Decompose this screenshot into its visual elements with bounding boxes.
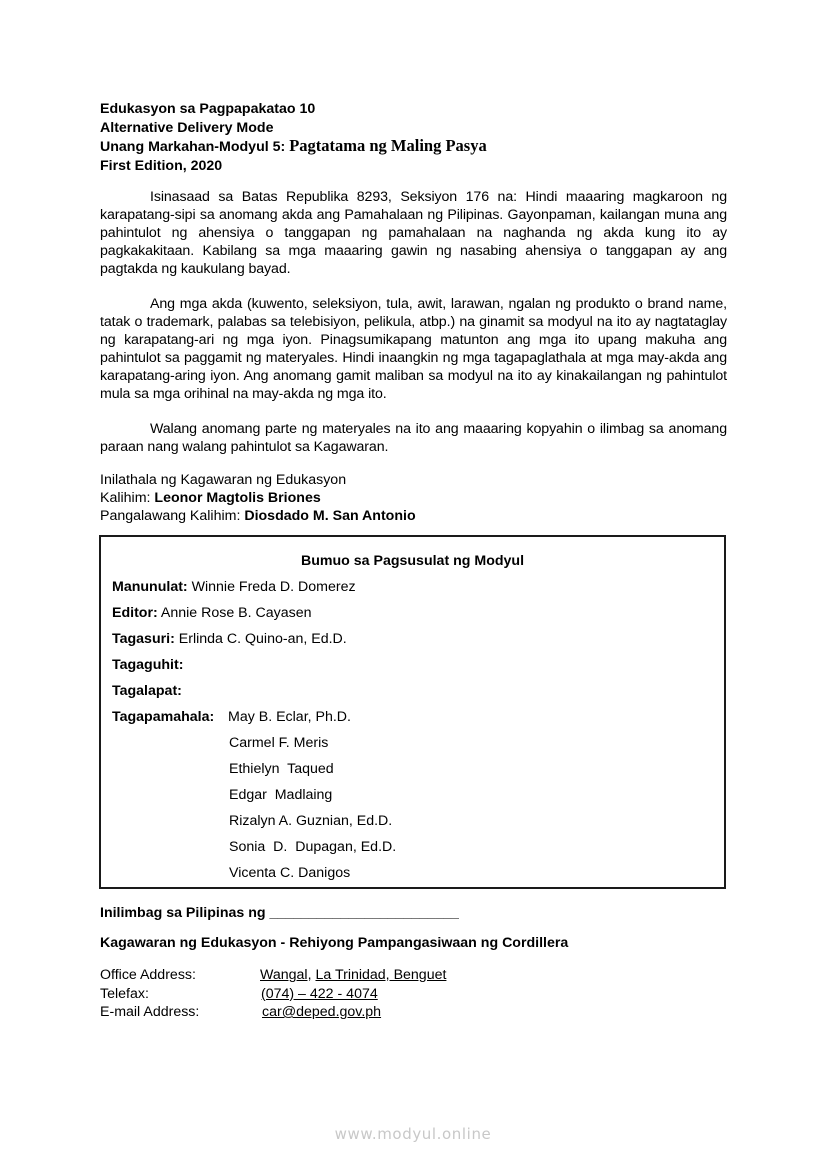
printed-in-line: Inilimbag sa Pilipinas ng ________________________	[100, 905, 459, 921]
manager-name: Vicenta C. Danigos	[229, 865, 351, 881]
publisher-line: Inilathala ng Kagawaran ng Edukasyon	[100, 472, 347, 488]
editor-label: Editor:	[112, 605, 158, 621]
contact-info	[100, 966, 446, 1022]
office-address-part2: La Trinidad, Benguet	[315, 967, 447, 983]
undersecretary-name: Diosdado M. San Antonio	[244, 508, 416, 525]
module-line	[100, 137, 487, 157]
email-row	[100, 1003, 446, 1022]
reviewer-name: Erlinda C. Quino-an, Ed.D.	[174, 631, 347, 647]
edition: First Edition, 2020	[100, 157, 223, 174]
illustrator-label: Tagaguhit:	[112, 657, 184, 673]
office-address-label: Office Address:	[100, 967, 196, 983]
delivery-mode: Alternative Delivery Mode	[100, 119, 274, 136]
office-address-row	[100, 966, 446, 985]
credits-title: Bumuo sa Pagsusulat ng Modyul	[300, 553, 525, 569]
telefax-value: (074) – 422 - 4074	[261, 985, 378, 1002]
office-address-part1: Wangal,	[260, 967, 312, 983]
writer-label: Manunulat:	[112, 579, 188, 595]
region-office: Kagawaran ng Edukasyon - Rehiyong Pampangasiwaan ng Cordillera	[100, 935, 569, 951]
email-link[interactable]: car@deped.gov.ph	[262, 1004, 382, 1020]
module-prefix: Unang Markahan-Modyul 5:	[100, 139, 290, 155]
secretary-name: Leonor Magtolis Briones	[154, 490, 321, 507]
layout-row	[112, 683, 182, 699]
secretary-line	[100, 489, 416, 507]
document-header	[100, 100, 487, 175]
undersecretary-line	[100, 507, 416, 525]
layout-label: Tagalapat:	[112, 683, 182, 699]
borrowed-materials-paragraph: Ang mga akda (kuwento, seleksiyon, tula, awit, larawan, ngalan ng produkto o brand name, tatak o trademark, palabas sa telebisiyon, pelikula, atbp.) na ginamit sa modyul na ito ay nagtataglay ng karapatang-ari ng mga iyon. Pinagsumikapang matunton ang mga ito upang makuha ang pahintulot sa paggamit ng materyales. Hindi inaangkin ng mga tagapaglathala at mga may-akda ang karapatang-aring iyon. Ang anomang gamit maliban sa modyul na ito ay kinakailangan ng pahintulot mula sa mga orihinal na may-akda ng mga ito.	[100, 296, 727, 403]
telefax-label: Telefax:	[100, 985, 149, 1002]
manager-name: May B. Eclar, Ph.D.	[228, 709, 351, 725]
manager-name: Sonia D. Dupagan, Ed.D.	[229, 839, 397, 855]
editor-row	[112, 605, 312, 621]
reviewer-row	[112, 631, 347, 647]
undersecretary-label: Pangalawang Kalihim:	[100, 508, 245, 525]
manager-name: Edgar Madlaing	[229, 787, 333, 803]
manager-name: Carmel F. Meris	[229, 735, 329, 751]
writer-row	[112, 579, 356, 595]
email-label: E-mail Address:	[100, 1004, 200, 1020]
telefax-row	[100, 985, 446, 1004]
editor-name: Annie Rose B. Cayasen	[157, 605, 312, 621]
managers-row	[112, 709, 214, 725]
copyright-paragraph: Isinasaad sa Batas Republika 8293, Seksiyon 176 na: Hindi maaaring magkaroon ng karapatang-sipi sa anomang akda ang Pamahalaan ng Pilipinas. Gayonpaman, kailangan muna ang pahintulot ng ahensiya o tanggapan ng pamahalaan na naghanda ng akda kung ito ay pagkakakitaan. Kabilang sa mga maaaring gawin ng nasabing ahensiya o tanggapan ay ang pagtakda ng kaukulang bayad.	[100, 189, 727, 278]
writer-name: Winnie Freda D. Domerez	[187, 579, 356, 595]
watermark: www.modyul.online	[334, 1125, 492, 1143]
managers-label: Tagapamahala:	[112, 709, 215, 725]
subject-title: Edukasyon sa Pagpapakatao 10	[100, 101, 316, 117]
reproduction-paragraph: Walang anomang parte ng materyales na ito ang maaaring kopyahin o ilimbag sa anomang paraan nang walang pahintulot sa Kagawaran.	[100, 421, 727, 456]
secretary-label: Kalihim:	[100, 490, 155, 507]
manager-name: Rizalyn A. Guznian, Ed.D.	[229, 813, 393, 829]
publisher-info	[100, 471, 416, 525]
illustrator-row	[112, 657, 183, 673]
manager-name: Ethielyn Taqued	[229, 761, 334, 777]
credits-box	[99, 535, 726, 889]
reviewer-label: Tagasuri:	[112, 631, 175, 647]
module-title: Pagtatama ng Maling Pasya	[289, 136, 487, 155]
